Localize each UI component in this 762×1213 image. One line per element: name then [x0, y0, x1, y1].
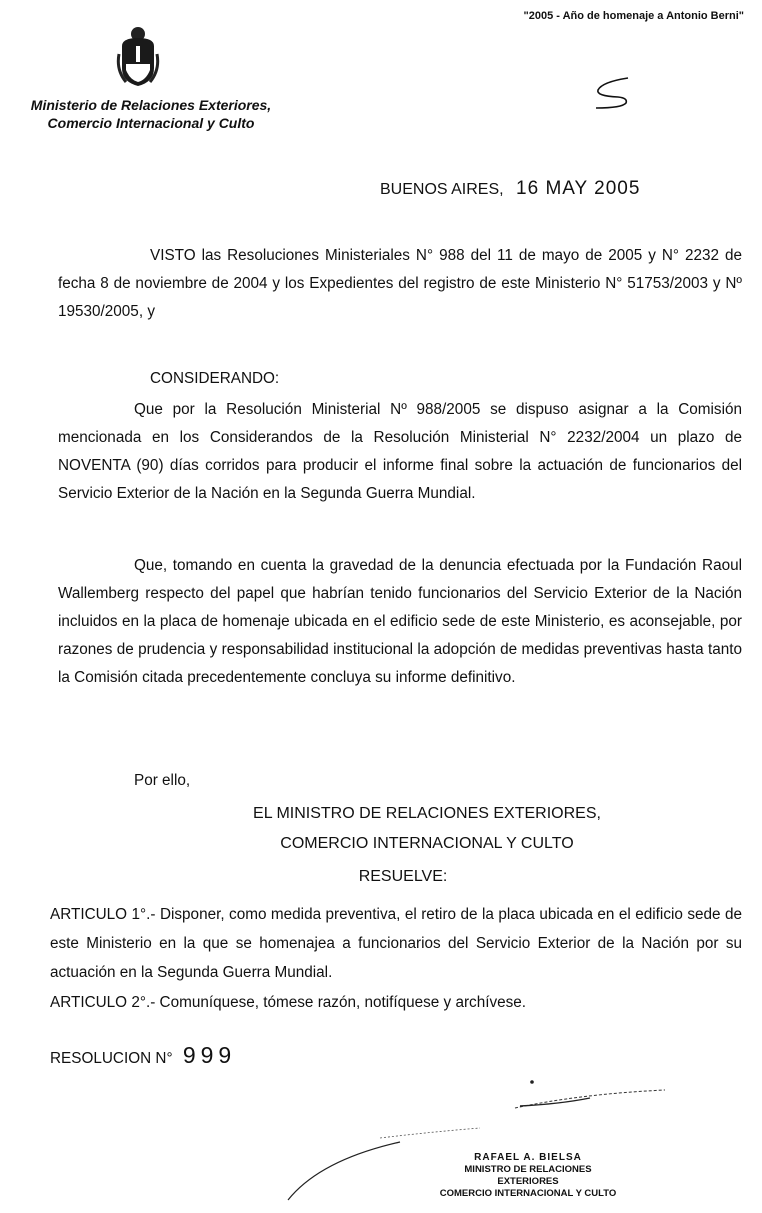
por-ello-line: Por ello,	[134, 772, 191, 789]
minister-title-line-2: COMERCIO INTERNACIONAL Y CULTO	[280, 835, 574, 852]
resolution-number: 999	[182, 1042, 237, 1068]
considerando-paragraph-1: Que por la Resolución Ministerial Nº 988/2005 se dispuso asignar a la Comisión mencionada en los Considerandos de la Resolución Ministerial N° 2232/2004 un plazo de NOVENTA (90) días corridos para producir el informe final sobre la actuación de funcionarios del Servicio Exterior de la Nación en la Segunda Guerra Mundial.	[58, 401, 742, 502]
handwritten-initial-icon	[588, 70, 638, 115]
coat-of-arms-icon	[116, 24, 160, 88]
articulo-2: ARTICULO 2°.- Comuníquese, tómese razón, notifíquese y archívese.	[50, 994, 527, 1011]
considerando-paragraph-2: Que, tomando en cuenta la gravedad de la denuncia efectuada por la Fundación Raoul Wallemberg respecto del papel que habrían tenido funcionarios del Servicio Exterior de la Nación incluidos en la placa de homenaje ubicada en el edificio sede de este Ministerio, es aconsejable, por razones de prudencia y responsabilidad institucional la adopción de medidas preventivas hasta tanto la Comisión citada precedentemente concluya su informe definitivo.	[58, 557, 742, 686]
resuelve-heading: RESUELVE:	[358, 868, 448, 885]
minister-title-line-1: EL MINISTRO DE RELACIONES EXTERIORES,	[253, 805, 601, 822]
ministry-line-1: Ministerio de Relaciones Exteriores,	[30, 97, 272, 113]
place-label: BUENOS AIRES,	[380, 181, 504, 198]
signer-title-2: COMERCIO INTERNACIONAL Y CULTO	[439, 1188, 617, 1199]
ministry-line-2: Comercio Internacional y Culto	[47, 115, 255, 131]
articulo-1: ARTICULO 1°.- Disponer, como medida preventiva, el retiro de la placa ubicada en el edificio sede de este Ministerio en la que se homenajea a funcionarios del Servicio Exterior de la Nación por su actuación en la Segunda Guerra Mundial.	[50, 906, 742, 981]
signer-block	[438, 1152, 618, 1200]
year-motto: "2005 - Año de homenaje a Antonio Berni"	[523, 10, 744, 22]
visto-paragraph: VISTO las Resoluciones Ministeriales N° 988 del 11 de mayo de 2005 y N° 2232 de fecha 8 de noviembre de 2004 y los Expedientes del registro de este Ministerio N° 51753/2003 y Nº 19530/2005, y	[58, 247, 742, 320]
place-date-line	[380, 178, 640, 200]
resolution-number-line	[50, 1042, 236, 1069]
considerando-heading: CONSIDERANDO:	[150, 370, 280, 387]
signer-name: RAFAEL A. BIELSA	[474, 1152, 582, 1163]
date-stamp: 16 MAY 2005	[516, 178, 641, 199]
ministry-heading	[6, 96, 296, 132]
signer-title-1: MINISTRO DE RELACIONES EXTERIORES	[464, 1164, 592, 1187]
resolution-label: RESOLUCION N°	[50, 1050, 173, 1067]
